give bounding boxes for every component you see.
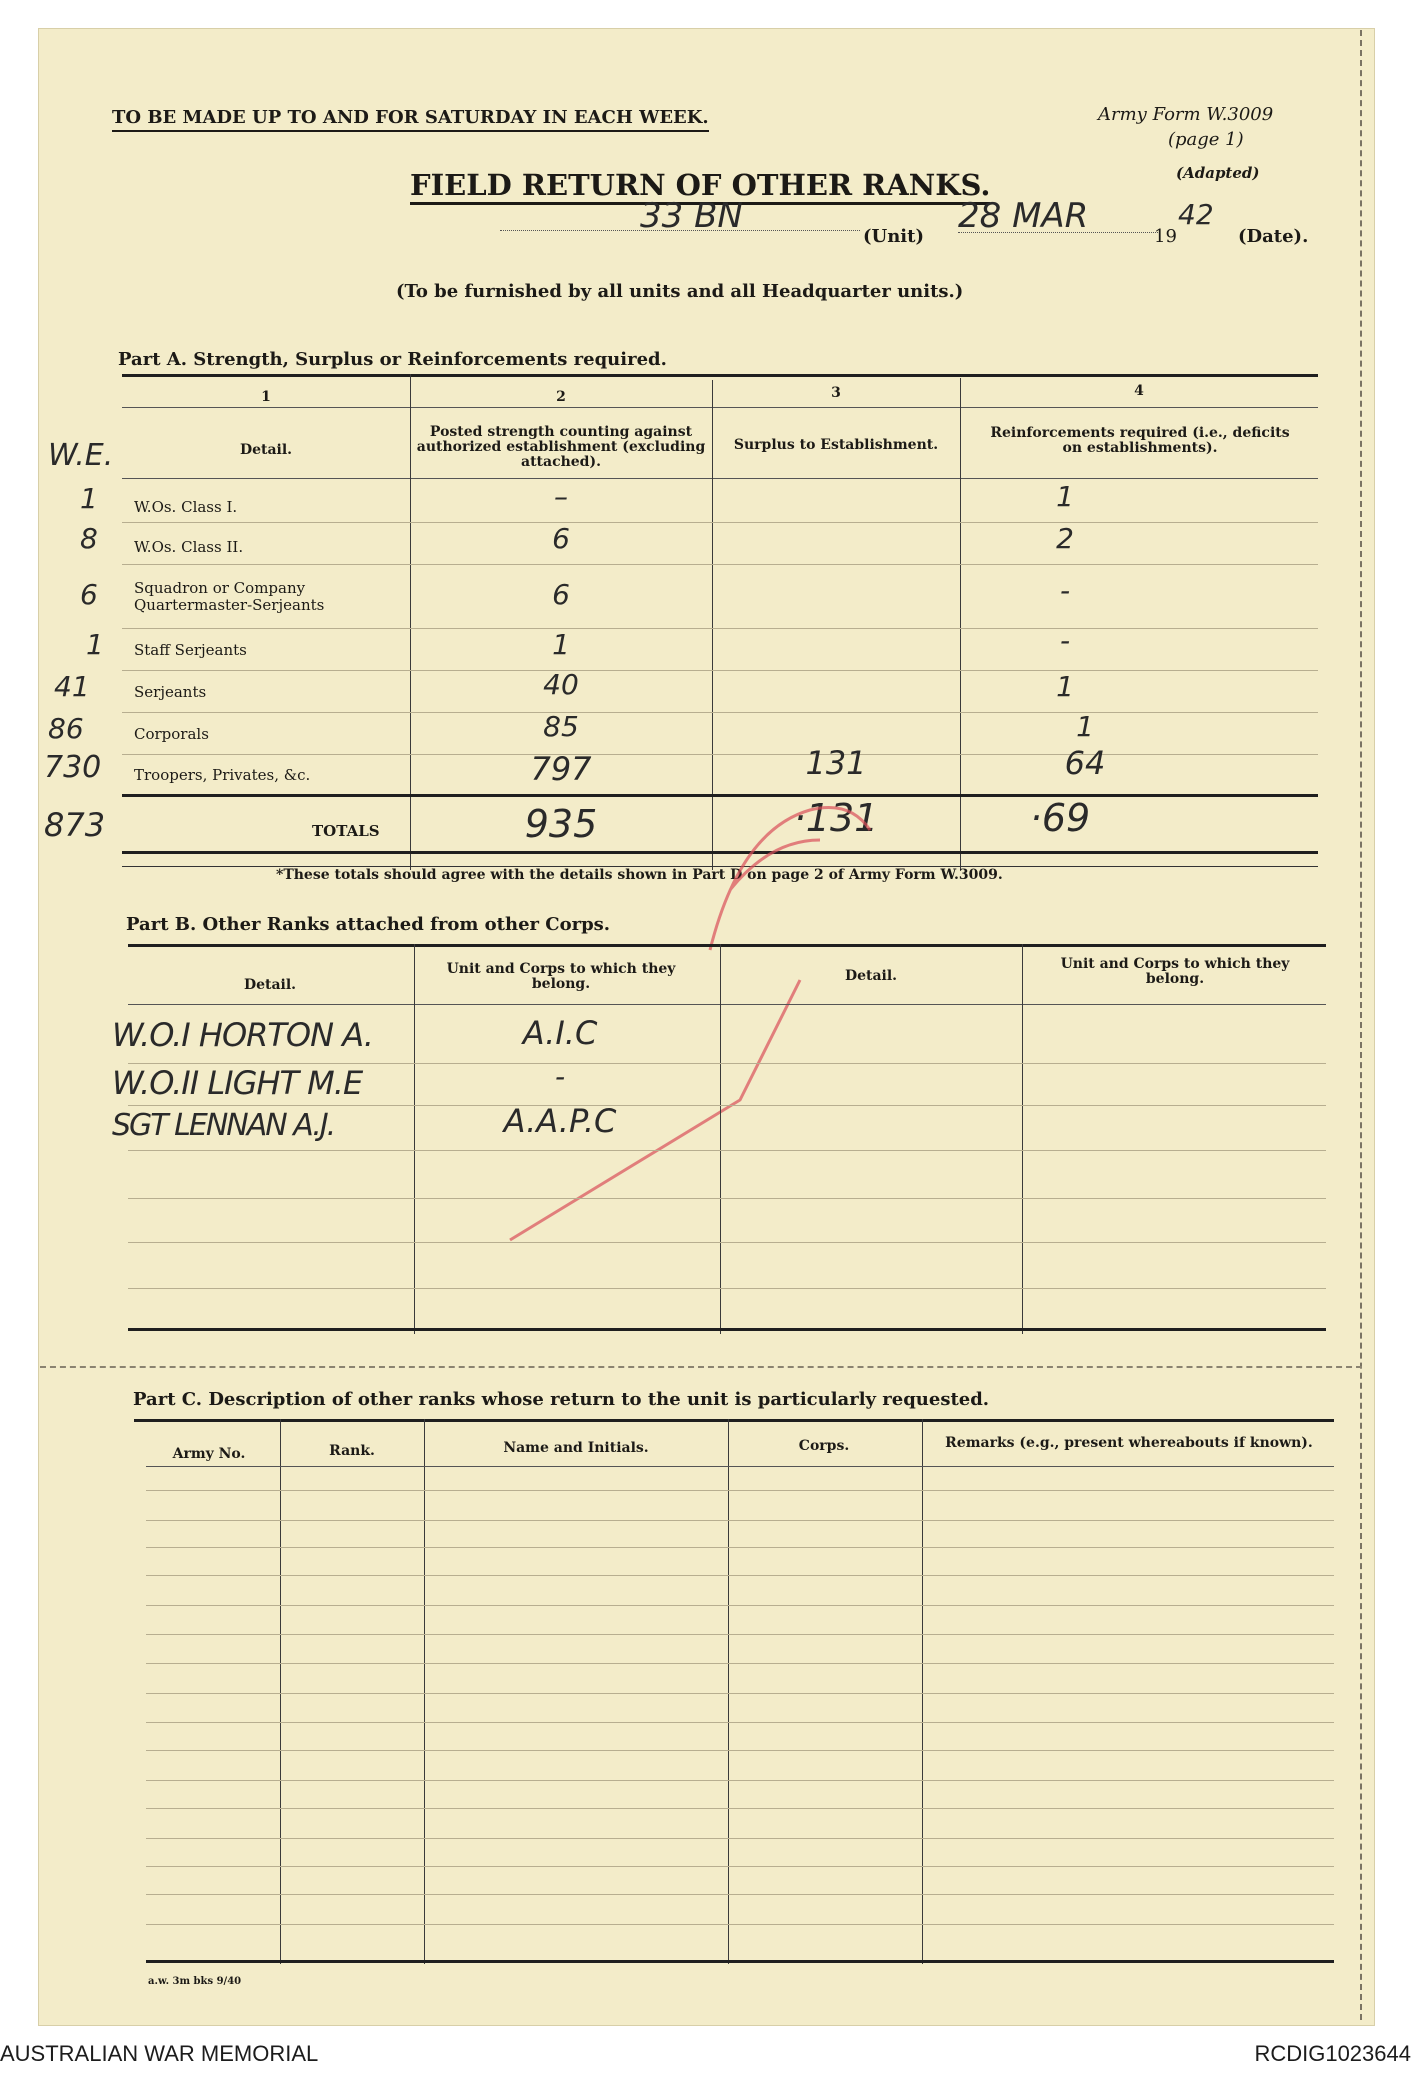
attached-detail: SGT LENNAN A.J. — [112, 1108, 335, 1143]
part-c-col-army-no: Army No. — [172, 1446, 246, 1462]
part-c-heading: Part C. Description of other ranks whose return to the unit is particularly requested. — [133, 1389, 990, 1410]
col-number-3: 3 — [831, 385, 841, 401]
reinforcement-value: 1 — [1056, 670, 1074, 703]
row-detail: W.Os. Class I. — [134, 498, 238, 516]
unit-value: 33 BN — [640, 196, 743, 236]
row-detail: Serjeants — [134, 683, 207, 701]
col-header-surplus: Surplus to Establishment. — [733, 437, 939, 453]
col-number-4: 4 — [1134, 383, 1144, 399]
part-c-row-rule — [146, 1605, 1334, 1606]
part-c-row-rule — [146, 1693, 1334, 1694]
unit-label: (Unit) — [863, 226, 924, 247]
col-header-posted: Posted strength counting against authorized establishment (excluding attached). — [416, 424, 706, 470]
form-page: (page 1) — [1168, 129, 1244, 150]
table-row — [0, 564, 1340, 628]
printer-code: a.w. 3m bks 9/40 — [148, 1976, 242, 1987]
attached-unit: - — [554, 1060, 566, 1093]
part-c-top-rule — [134, 1419, 1334, 1422]
year-value: 42 — [1178, 198, 1214, 231]
part-c-col-divider — [922, 1419, 923, 1964]
row-detail: Staff Serjeants — [134, 641, 247, 659]
reinforcement-value: - — [1059, 624, 1071, 657]
form-number: Army Form W.3009 — [1098, 104, 1274, 125]
we-value: 8 — [80, 522, 98, 555]
posted-value: 40 — [543, 668, 579, 701]
we-total: 873 — [44, 806, 106, 844]
part-c-row-rule — [146, 1894, 1334, 1895]
table-row — [0, 1010, 1340, 1066]
date-value: 28 MAR — [958, 196, 1089, 236]
reinforcement-value: - — [1059, 574, 1071, 607]
part-c-col-corps: Corps. — [798, 1438, 850, 1454]
we-value: 86 — [48, 712, 84, 745]
row-detail: W.Os. Class II. — [134, 538, 244, 556]
part-c-bottom-rule — [146, 1960, 1334, 1963]
posted-value: 1 — [552, 628, 570, 661]
table-row — [0, 522, 1340, 564]
part-c-row-rule — [146, 1547, 1334, 1548]
totals-label: TOTALS — [312, 822, 380, 840]
part-b-row-rule — [128, 1288, 1326, 1289]
posted-value: 6 — [552, 522, 570, 555]
surplus-total: ·131 — [793, 796, 879, 840]
part-b-col-detail-2: Detail. — [844, 968, 898, 984]
we-value: 6 — [80, 578, 98, 611]
posted-value: – — [554, 480, 568, 513]
attached-detail: W.O.I HORTON A. — [112, 1016, 373, 1054]
table-row — [0, 1102, 1340, 1152]
perforation-line — [40, 1366, 1362, 1368]
part-c-row-rule — [146, 1808, 1334, 1809]
posted-value: 797 — [530, 750, 592, 788]
col-number-2: 2 — [556, 389, 566, 405]
posted-value: 6 — [552, 578, 570, 611]
col-header-detail: Detail. — [239, 442, 293, 458]
reinforcement-total: ·69 — [1029, 796, 1091, 840]
archive-footer — [0, 2031, 1415, 2081]
part-a-top-rule — [122, 374, 1318, 377]
col-header-reinforcements: Reinforcements required (i.e., deficits on establishments). — [990, 425, 1290, 456]
part-c-row-rule — [146, 1722, 1334, 1723]
table-row — [0, 478, 1340, 522]
surplus-value: 131 — [805, 744, 867, 782]
posted-value: 85 — [543, 710, 579, 743]
part-c-row-rule — [146, 1466, 1334, 1467]
form-adapted: (Adapted) — [1176, 164, 1260, 182]
col-number-rule — [122, 407, 1318, 408]
part-c-col-divider — [424, 1419, 425, 1964]
footer-source: AUSTRALIAN WAR MEMORIAL — [0, 2041, 319, 2066]
we-label: W.E. — [48, 438, 114, 473]
part-a-footnote: *These totals should agree with the details shown in Part D on page 2 of Army Form W.3009. — [276, 867, 1003, 883]
part-c-row-rule — [146, 1575, 1334, 1576]
date-label: (Date). — [1238, 226, 1309, 247]
paper-right-edge — [1360, 30, 1362, 2020]
we-value: 730 — [44, 750, 102, 785]
reinforcement-value: 64 — [1064, 744, 1106, 782]
part-c-row-rule — [146, 1490, 1334, 1491]
furnish-note: (To be furnished by all units and all Headquarter units.) — [396, 281, 964, 302]
part-c-row-rule — [146, 1750, 1334, 1751]
part-b-row-rule — [128, 1242, 1326, 1243]
col-number-1: 1 — [261, 389, 271, 405]
attached-unit: A.A.P.C — [503, 1102, 617, 1140]
attached-unit: A.I.C — [522, 1014, 598, 1052]
we-value: 41 — [54, 670, 90, 703]
part-b-col-unit: Unit and Corps to which they belong. — [446, 961, 676, 992]
part-b-top-rule — [128, 944, 1326, 947]
reinforcement-value: 2 — [1056, 522, 1074, 555]
part-b-bottom-rule — [128, 1328, 1326, 1331]
row-detail: Troopers, Privates, &c. — [134, 766, 311, 784]
part-c-row-rule — [146, 1780, 1334, 1781]
part-c-row-rule — [146, 1663, 1334, 1664]
part-c-col-divider — [728, 1419, 729, 1964]
form-title: FIELD RETURN OF OTHER RANKS. — [410, 168, 990, 205]
attached-detail: W.O.II LIGHT M.E — [112, 1064, 363, 1102]
table-row — [0, 624, 1340, 670]
posted-total: 935 — [524, 802, 598, 846]
part-a-heading: Part A. Strength, Surplus or Reinforcements required. — [118, 349, 667, 370]
row-detail: Squadron or Company Quartermaster-Serjeants — [134, 579, 325, 614]
part-b-col-detail: Detail. — [243, 977, 297, 993]
part-b-header-rule — [128, 1004, 1326, 1005]
year-prefix: 19 — [1154, 226, 1177, 247]
we-value: 1 — [86, 628, 104, 661]
reinforcement-value: 1 — [1056, 480, 1074, 513]
we-value: 1 — [80, 482, 98, 515]
part-b-heading: Part B. Other Ranks attached from other Corps. — [126, 914, 611, 935]
part-b-row-rule — [128, 1198, 1326, 1199]
part-c-row-rule — [146, 1838, 1334, 1839]
table-row — [0, 670, 1340, 712]
reinforcement-value: 1 — [1076, 710, 1094, 743]
form-instruction: TO BE MADE UP TO AND FOR SATURDAY IN EACH WEEK. — [112, 107, 709, 132]
part-c-row-rule — [146, 1866, 1334, 1867]
part-c-col-rank: Rank. — [329, 1443, 375, 1459]
part-c-col-remarks: Remarks (e.g., present whereabouts if known). — [945, 1435, 1313, 1451]
part-c-row-rule — [146, 1520, 1334, 1521]
part-b-col-unit-2: Unit and Corps to which they belong. — [1060, 956, 1290, 987]
part-c-col-divider — [280, 1419, 281, 1964]
part-c-row-rule — [146, 1924, 1334, 1925]
footer-id: RCDIG1023644 — [1254, 2041, 1411, 2066]
part-c-col-name: Name and Initials. — [503, 1440, 649, 1456]
row-detail: Corporals — [134, 725, 209, 743]
part-c-row-rule — [146, 1634, 1334, 1635]
